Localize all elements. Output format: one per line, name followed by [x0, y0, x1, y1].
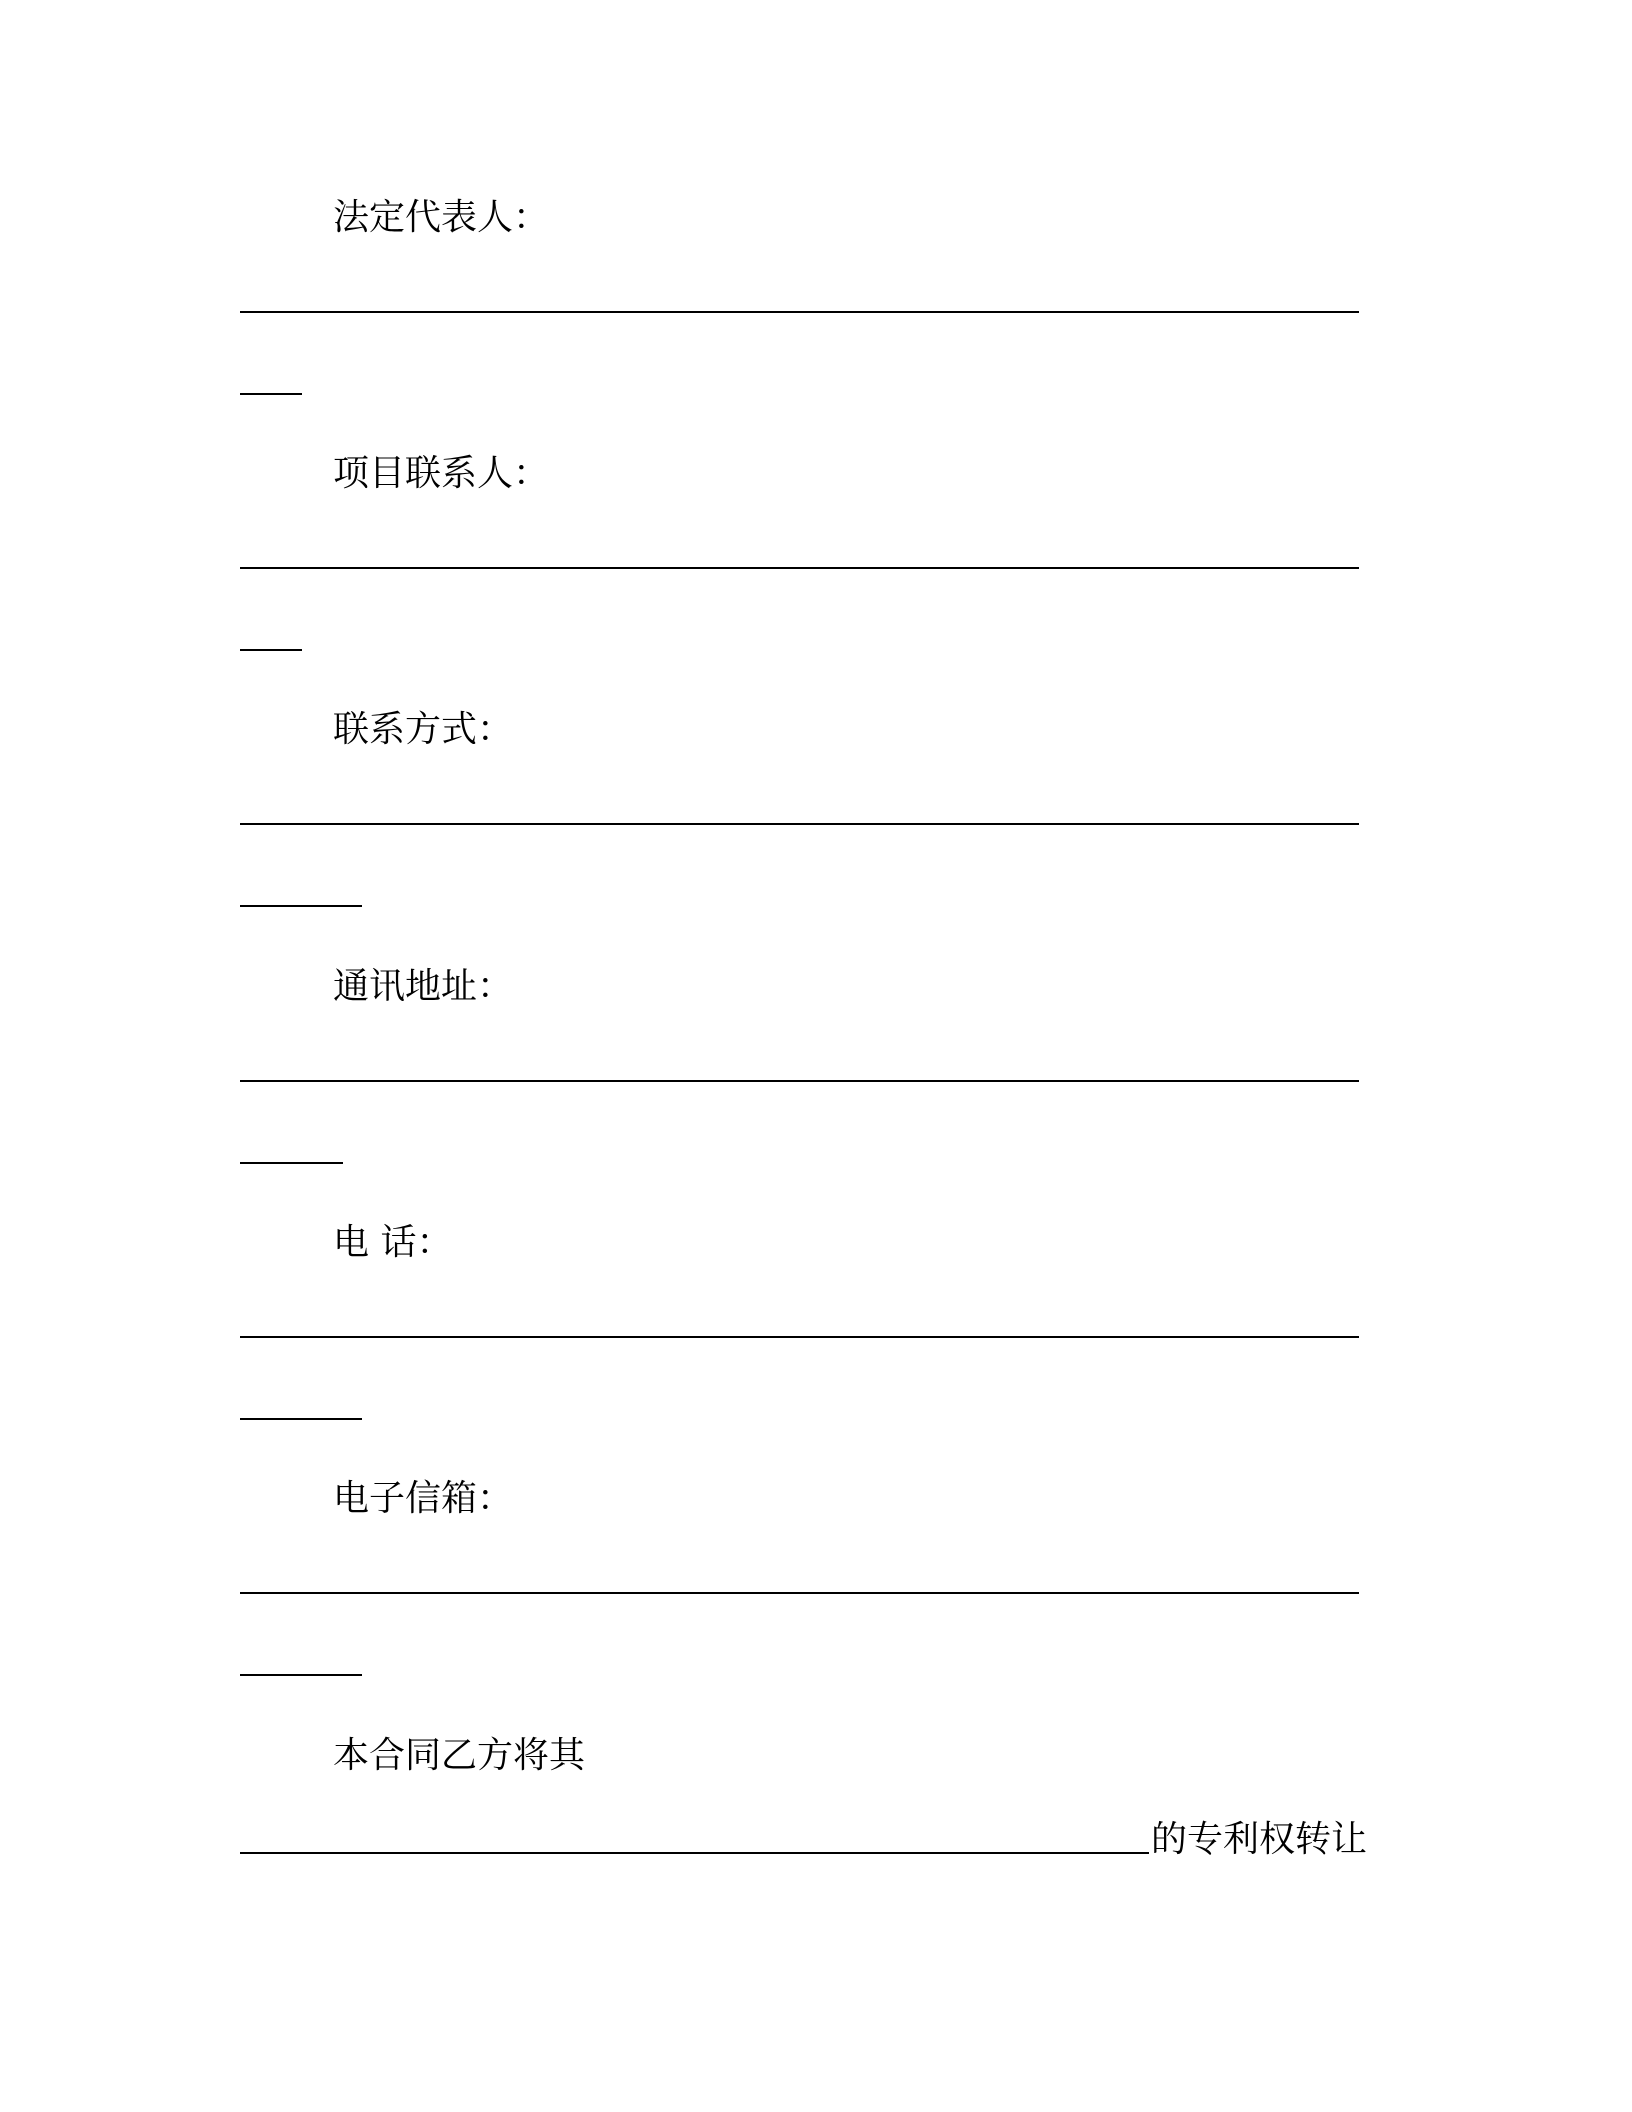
blank-line — [240, 823, 1359, 825]
blank-line-continuation — [240, 1674, 362, 1676]
field-label-project-contact: 项目联系人： — [333, 453, 550, 494]
patent-name-blank-line — [240, 1852, 1149, 1854]
field-label-phone: 电 话： — [333, 1222, 453, 1263]
blank-line — [240, 567, 1359, 569]
clause-intro: 本合同乙方将其 — [333, 1735, 586, 1776]
blank-line-continuation — [240, 1418, 362, 1420]
clause-tail: 的专利权转让 — [1151, 1819, 1368, 1860]
field-label-legal-rep: 法定代表人： — [333, 197, 550, 238]
blank-line-continuation — [240, 1162, 343, 1164]
blank-line — [240, 1080, 1359, 1082]
blank-line — [240, 1336, 1359, 1338]
blank-line — [240, 311, 1359, 313]
field-label-contact-method: 联系方式： — [333, 709, 514, 750]
blank-line-continuation — [240, 393, 302, 395]
blank-line-continuation — [240, 649, 302, 651]
field-label-email: 电子信箱： — [333, 1478, 514, 1519]
blank-line-continuation — [240, 905, 362, 907]
blank-line — [240, 1592, 1359, 1594]
field-label-mail-address: 通讯地址： — [333, 966, 514, 1007]
